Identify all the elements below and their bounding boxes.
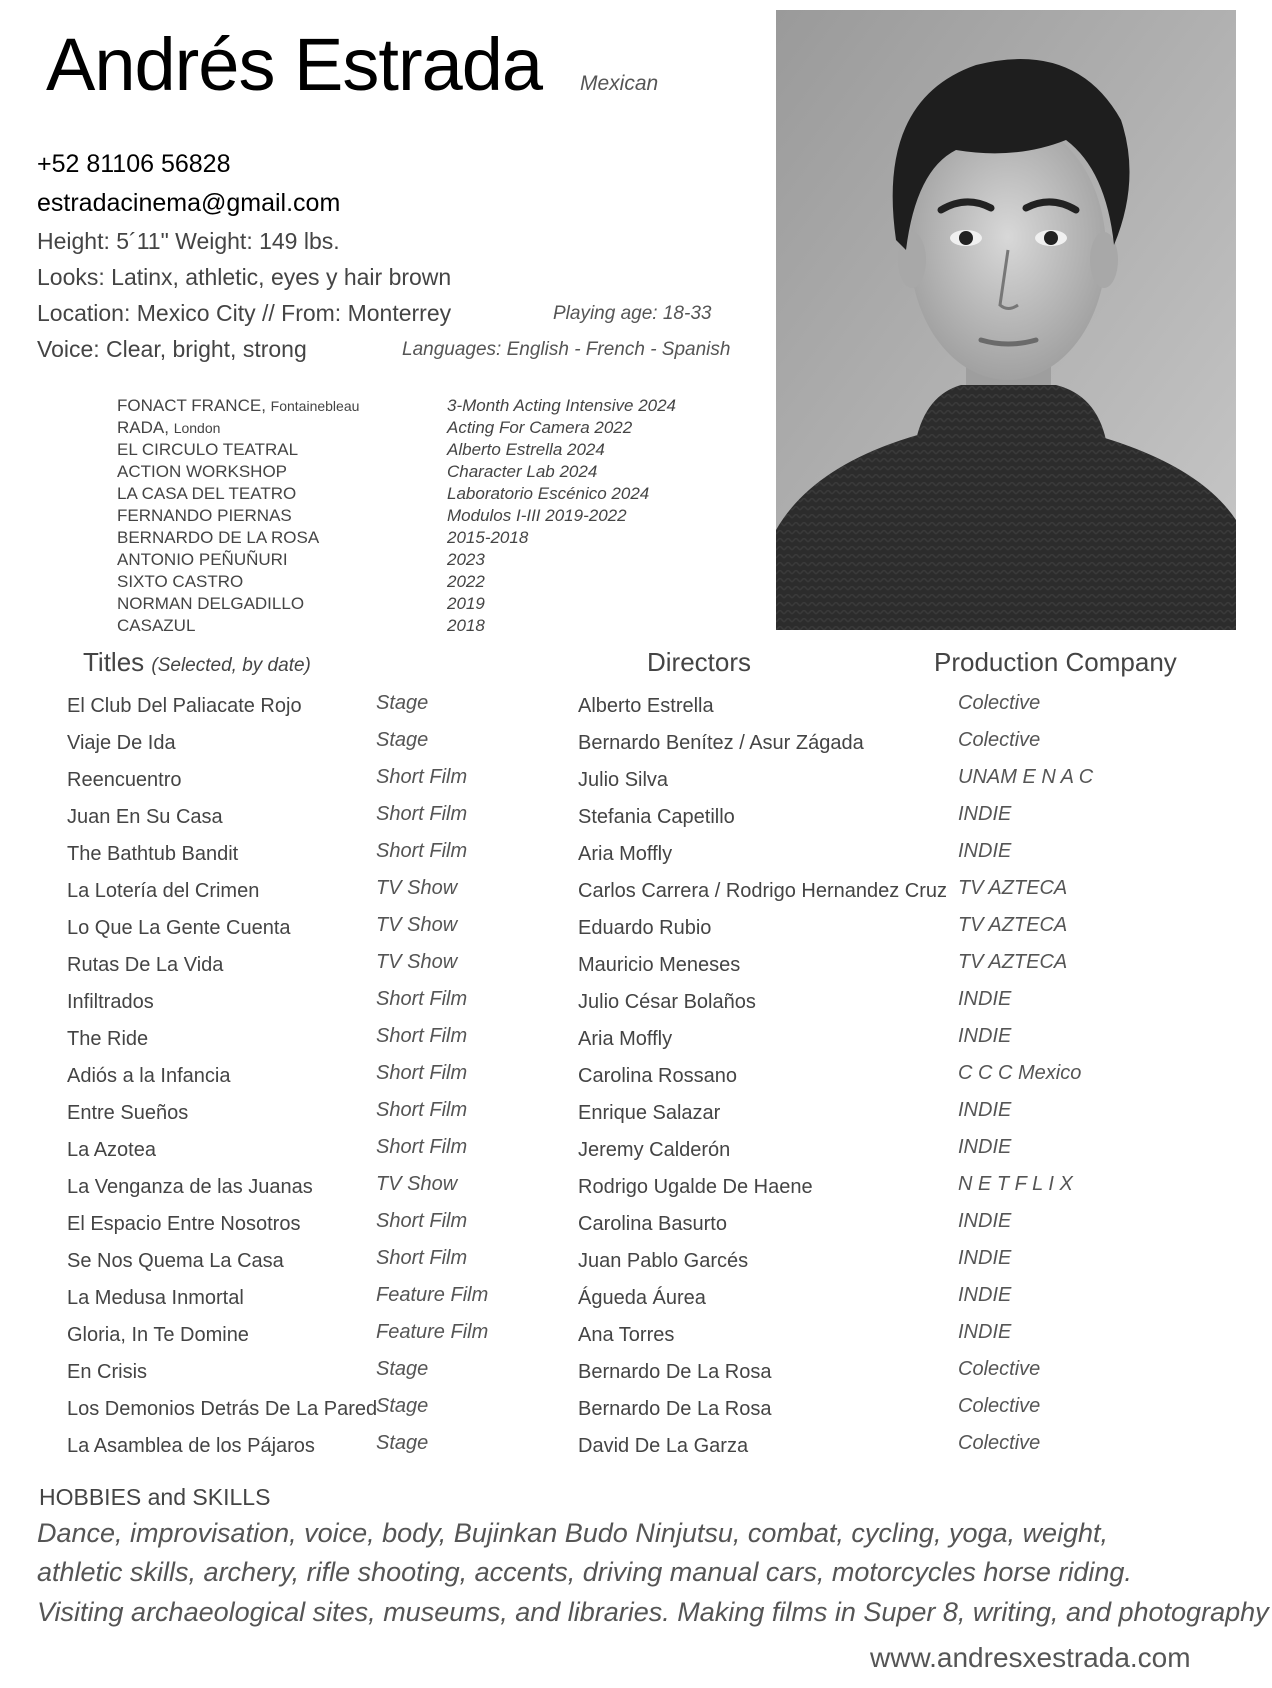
- credit-type: TV Show: [376, 877, 458, 899]
- hobbies-line: Visiting archaeological sites, museums, and libraries. Making films in Super 8, writing, and photography: [37, 1597, 1269, 1627]
- training-detail: Laboratorio Escénico 2024: [447, 484, 650, 503]
- training-school: ACTION WORKSHOP: [117, 462, 288, 481]
- credit-company: Colective: [958, 692, 1041, 714]
- training-school: EL CIRCULO TEATRAL: [117, 440, 299, 459]
- credit-company: INDIE: [958, 1247, 1012, 1269]
- credit-company: N E T F L I X: [958, 1173, 1073, 1195]
- credit-title: Rutas De La Vida: [67, 954, 224, 976]
- credit-row: [0, 729, 1272, 766]
- credit-company: Colective: [958, 1395, 1041, 1417]
- training-detail: Modulos I-III 2019-2022: [447, 506, 627, 525]
- credit-company: INDIE: [958, 1099, 1012, 1121]
- credit-director: Rodrigo Ugalde De Haene: [578, 1176, 813, 1198]
- training-detail: 2022: [447, 572, 485, 591]
- credit-type: Stage: [376, 1432, 429, 1454]
- credit-type: TV Show: [376, 914, 458, 936]
- credit-title: Se Nos Quema La Casa: [67, 1250, 284, 1272]
- credit-type: Stage: [376, 729, 429, 751]
- credit-row: [0, 766, 1272, 803]
- credit-director: David De La Garza: [578, 1435, 749, 1457]
- credit-director: Carlos Carrera / Rodrigo Hernandez Cruz: [578, 880, 948, 902]
- credit-director: Mauricio Meneses: [578, 954, 741, 976]
- credit-director: Alberto Estrella: [578, 695, 714, 717]
- website-link[interactable]: www.andresxestrada.com: [870, 1642, 1191, 1673]
- training-row: [117, 572, 757, 594]
- credit-company: INDIE: [958, 1284, 1012, 1306]
- credit-type: Short Film: [376, 803, 468, 825]
- training-school: CASAZUL: [117, 616, 196, 635]
- credit-row: [0, 1358, 1272, 1395]
- credit-row: [0, 1395, 1272, 1432]
- training-row: [117, 616, 757, 638]
- credit-row: [0, 1025, 1272, 1062]
- credit-company: INDIE: [958, 1136, 1012, 1158]
- location: Location: Mexico City // From: Monterrey: [37, 300, 452, 326]
- credit-title: Gloria, In Te Domine: [67, 1324, 249, 1346]
- credit-title: Los Demonios Detrás De La Pared: [67, 1398, 378, 1420]
- credit-row: [0, 951, 1272, 988]
- credit-title: El Club Del Paliacate Rojo: [67, 695, 302, 717]
- credit-director: Bernardo De La Rosa: [578, 1361, 772, 1383]
- credit-director: Águeda Áurea: [578, 1287, 706, 1309]
- height-weight: Height: 5´11" Weight: 149 lbs.: [37, 228, 340, 254]
- hobbies-heading: HOBBIES and SKILLS: [39, 1484, 271, 1510]
- training-school: RADA, London: [117, 418, 221, 437]
- credit-director: Enrique Salazar: [578, 1102, 721, 1124]
- credit-title: Juan En Su Casa: [67, 806, 223, 828]
- hobbies-line: Dance, improvisation, voice, body, Bujinkan Budo Ninjutsu, combat, cycling, yoga, weight,: [37, 1518, 1109, 1548]
- credit-row: [0, 1432, 1272, 1469]
- credit-title: Lo Que La Gente Cuenta: [67, 917, 291, 939]
- credit-director: Jeremy Calderón: [578, 1139, 731, 1161]
- credit-title: La Azotea: [67, 1139, 156, 1161]
- credit-company: TV AZTECA: [958, 877, 1068, 899]
- credit-company: INDIE: [958, 840, 1012, 862]
- credit-director: Aria Moffly: [578, 1028, 673, 1050]
- credit-type: Short Film: [376, 1099, 468, 1121]
- credit-company: INDIE: [958, 988, 1012, 1010]
- hobbies-line: athletic skills, archery, rifle shooting, accents, driving manual cars, motorcycles horse riding.: [37, 1557, 1132, 1587]
- credit-company: UNAM E N A C: [958, 766, 1094, 788]
- credit-type: Short Film: [376, 1247, 468, 1269]
- credit-type: Short Film: [376, 1136, 468, 1158]
- credit-title: En Crisis: [67, 1361, 148, 1383]
- credit-director: Carolina Basurto: [578, 1213, 727, 1235]
- training-row: [117, 594, 757, 616]
- credit-row: [0, 1284, 1272, 1321]
- credit-row: [0, 1210, 1272, 1247]
- credit-director: Juan Pablo Garcés: [578, 1250, 749, 1272]
- credit-type: TV Show: [376, 951, 458, 973]
- training-detail: 2019: [447, 594, 485, 613]
- credit-type: Feature Film: [376, 1321, 489, 1343]
- credit-company: INDIE: [958, 1210, 1012, 1232]
- credit-company: INDIE: [958, 1025, 1012, 1047]
- credit-title: La Venganza de las Juanas: [67, 1176, 313, 1198]
- credit-company: TV AZTECA: [958, 914, 1068, 936]
- credit-type: TV Show: [376, 1173, 458, 1195]
- training-row: [117, 440, 757, 462]
- nationality: Mexican: [580, 72, 659, 95]
- training-detail: 2015-2018: [447, 528, 529, 547]
- credit-row: [0, 914, 1272, 951]
- training-detail: 2018: [447, 616, 485, 635]
- looks: Looks: Latinx, athletic, eyes y hair brown: [37, 264, 452, 290]
- credit-type: Stage: [376, 692, 429, 714]
- training-school: ANTONIO PEÑUÑURI: [117, 550, 288, 569]
- training-detail: Alberto Estrella 2024: [447, 440, 605, 459]
- credit-company: TV AZTECA: [958, 951, 1068, 973]
- credit-type: Short Film: [376, 840, 468, 862]
- training-row: [117, 396, 757, 418]
- credit-title: Viaje De Ida: [67, 732, 176, 754]
- credit-title: Infiltrados: [67, 991, 154, 1013]
- training-row: [117, 484, 757, 506]
- credit-company: Colective: [958, 1358, 1041, 1380]
- training-row: [117, 462, 757, 484]
- training-school: BERNARDO DE LA ROSA: [117, 528, 320, 547]
- training-row: [117, 528, 757, 550]
- phone-number[interactable]: +52 81106 56828: [37, 150, 231, 178]
- credit-company: Colective: [958, 1432, 1041, 1454]
- credit-director: Eduardo Rubio: [578, 917, 712, 939]
- credit-title: Entre Sueños: [67, 1102, 189, 1124]
- credit-type: Stage: [376, 1395, 429, 1417]
- credit-title: The Ride: [67, 1028, 149, 1050]
- credit-company: INDIE: [958, 1321, 1012, 1343]
- training-school: LA CASA DEL TEATRO: [117, 484, 297, 503]
- credit-type: Feature Film: [376, 1284, 489, 1306]
- credit-row: [0, 1321, 1272, 1358]
- credit-director: Julio Silva: [578, 769, 669, 791]
- credit-company: C C C Mexico: [958, 1062, 1082, 1084]
- credit-director: Bernardo Benítez / Asur Zágada: [578, 732, 864, 754]
- languages: Languages: English - French - Spanish: [402, 339, 731, 360]
- credit-row: [0, 840, 1272, 877]
- production-heading: Production Company: [934, 647, 1177, 677]
- training-row: [117, 418, 757, 440]
- credit-director: Carolina Rossano: [578, 1065, 737, 1087]
- credit-row: [0, 803, 1272, 840]
- credit-type: Short Film: [376, 1210, 468, 1232]
- training-school: SIXTO CASTRO: [117, 572, 244, 591]
- training-school: FERNANDO PIERNAS: [117, 506, 292, 525]
- credit-type: Short Film: [376, 1062, 468, 1084]
- voice: Voice: Clear, bright, strong: [37, 336, 307, 362]
- credit-type: Short Film: [376, 1025, 468, 1047]
- email-link[interactable]: estradacinema@gmail.com: [37, 189, 341, 217]
- credit-company: INDIE: [958, 803, 1012, 825]
- training-detail: 2023: [447, 550, 485, 569]
- playing-age: Playing age: 18-33: [553, 303, 712, 324]
- credit-row: [0, 692, 1272, 729]
- credit-director: Aria Moffly: [578, 843, 673, 865]
- credit-title: La Lotería del Crimen: [67, 880, 260, 902]
- credit-type: Short Film: [376, 766, 468, 788]
- credit-row: [0, 1136, 1272, 1173]
- credit-row: [0, 877, 1272, 914]
- credit-row: [0, 1247, 1272, 1284]
- credit-director: Stefania Capetillo: [578, 806, 735, 828]
- directors-heading: Directors: [647, 647, 752, 677]
- credit-title: Adiós a la Infancia: [67, 1065, 231, 1087]
- training-school: NORMAN DELGADILLO: [117, 594, 305, 613]
- credit-row: [0, 988, 1272, 1025]
- credit-title: El Espacio Entre Nosotros: [67, 1213, 301, 1235]
- credit-row: [0, 1173, 1272, 1210]
- credit-company: Colective: [958, 729, 1041, 751]
- training-row: [117, 550, 757, 572]
- credit-director: Julio César Bolaños: [578, 991, 756, 1013]
- actor-name: Andrés Estrada: [46, 23, 543, 106]
- training-detail: 3-Month Acting Intensive 2024: [447, 396, 677, 415]
- credit-row: [0, 1062, 1272, 1099]
- credit-director: Bernardo De La Rosa: [578, 1398, 772, 1420]
- credit-title: La Asamblea de los Pájaros: [67, 1435, 315, 1457]
- credit-director: Ana Torres: [578, 1324, 675, 1346]
- credit-type: Short Film: [376, 988, 468, 1010]
- headshot-photo: [776, 10, 1236, 630]
- training-detail: Acting For Camera 2022: [447, 418, 633, 437]
- training-row: [117, 506, 757, 528]
- credit-title: Reencuentro: [67, 769, 182, 791]
- titles-heading: Titles (Selected, by date): [83, 647, 311, 677]
- credit-title: La Medusa Inmortal: [67, 1287, 244, 1309]
- credit-type: Stage: [376, 1358, 429, 1380]
- training-detail: Character Lab 2024: [447, 462, 598, 481]
- credit-row: [0, 1099, 1272, 1136]
- training-school: FONACT FRANCE, Fontainebleau: [117, 396, 360, 415]
- credit-title: The Bathtub Bandit: [67, 843, 239, 865]
